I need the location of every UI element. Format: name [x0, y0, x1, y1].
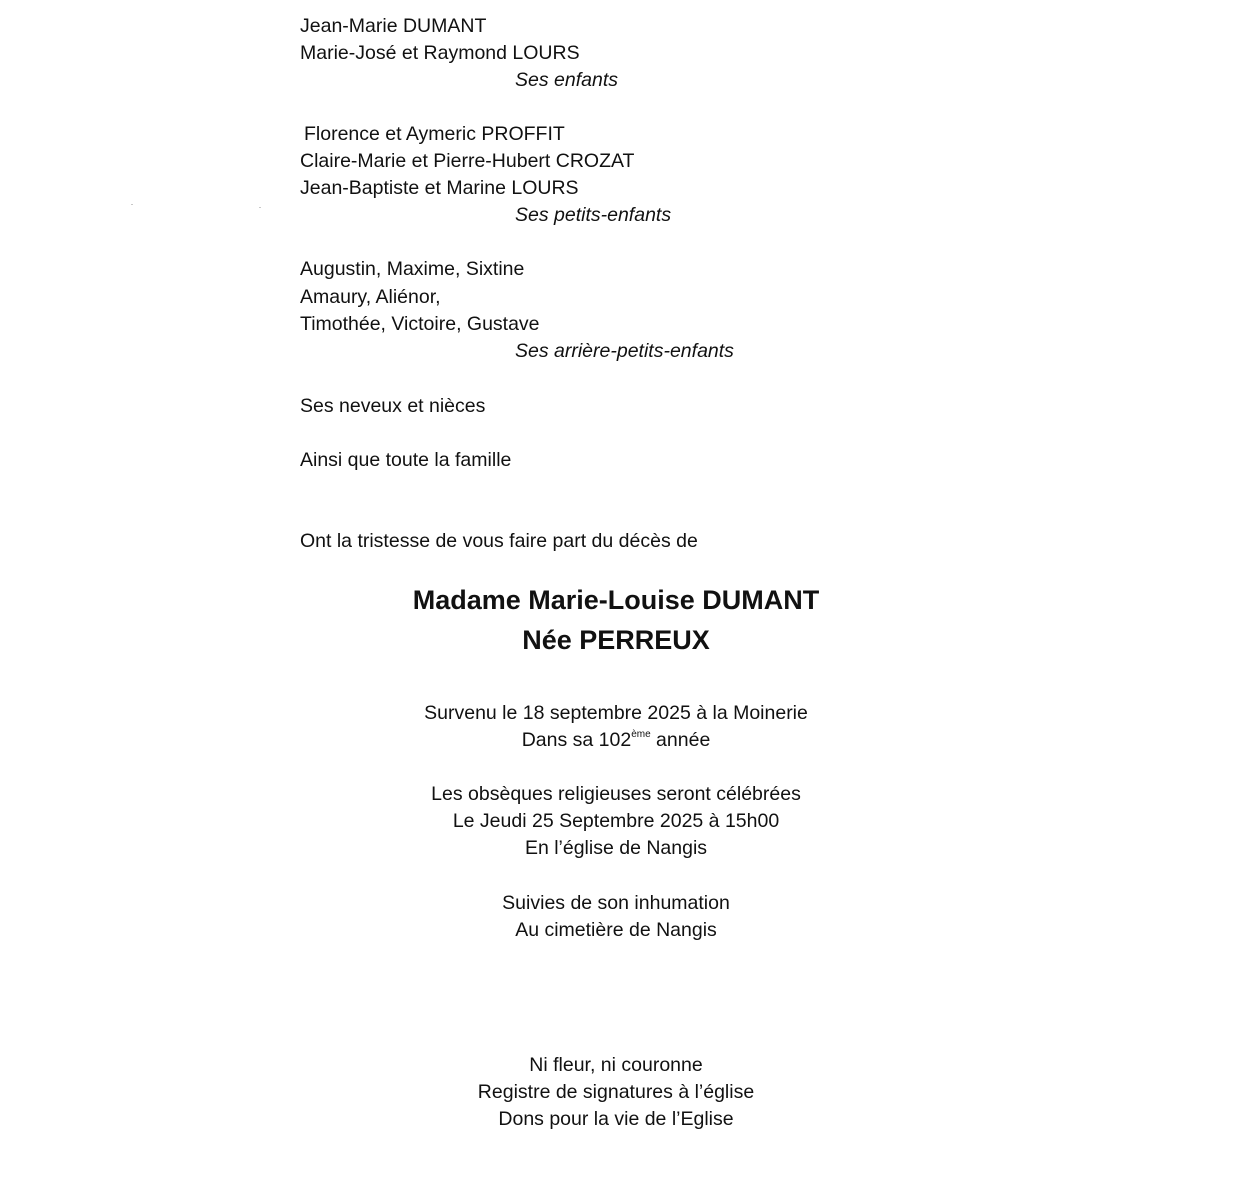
grandchild-line: Florence et Aymeric PROFFIT — [304, 123, 565, 145]
scan-speck — [259, 207, 261, 208]
note-line: Registre de signatures à l’église — [477, 1081, 755, 1103]
great-grandchild-line: Augustin, Maxime, Sixtine — [300, 258, 525, 280]
grandchild-line: Claire-Marie et Pierre-Hubert CROZAT — [300, 150, 635, 172]
family-line: Ainsi que toute la famille — [300, 449, 512, 471]
scan-speck — [131, 204, 133, 205]
age-prefix: Dans sa 102 — [521, 729, 632, 751]
child-line: Marie-José et Raymond LOURS — [300, 42, 580, 64]
note-line: Dons pour la vie de l’Eglise — [498, 1108, 734, 1130]
great-grandchildren-caption: Ses arrière-petits-enfants — [515, 340, 734, 362]
deceased-name: Madame Marie-Louise DUMANT — [412, 585, 820, 615]
funeral-place-line: En l’église de Nangis — [524, 837, 708, 859]
note-line: Ni fleur, ni couronne — [529, 1054, 703, 1076]
burial-place-line: Au cimetière de Nangis — [515, 919, 717, 941]
age-suffix: année — [650, 729, 711, 751]
age-superscript: ème — [631, 729, 651, 740]
child-line: Jean-Marie DUMANT — [300, 15, 487, 37]
death-date-place: Survenu le 18 septembre 2025 à la Moinerie — [424, 702, 808, 724]
deceased-maiden-name: Née PERREUX — [522, 625, 710, 655]
death-age — [0, 728, 1232, 752]
children-caption: Ses enfants — [515, 69, 618, 91]
great-grandchild-line: Timothée, Victoire, Gustave — [300, 313, 540, 335]
nephews-line: Ses neveux et nièces — [300, 395, 486, 417]
announcement-text: Ont la tristesse de vous faire part du décès de — [300, 530, 698, 552]
grandchildren-caption: Ses petits-enfants — [515, 204, 672, 226]
funeral-date-line: Le Jeudi 25 Septembre 2025 à 15h00 — [452, 810, 780, 832]
great-grandchild-line: Amaury, Aliénor, — [300, 286, 441, 308]
funeral-line: Les obsèques religieuses seront célébrées — [431, 783, 801, 805]
grandchild-line: Jean-Baptiste et Marine LOURS — [300, 177, 579, 199]
burial-line: Suivies de son inhumation — [502, 892, 730, 914]
